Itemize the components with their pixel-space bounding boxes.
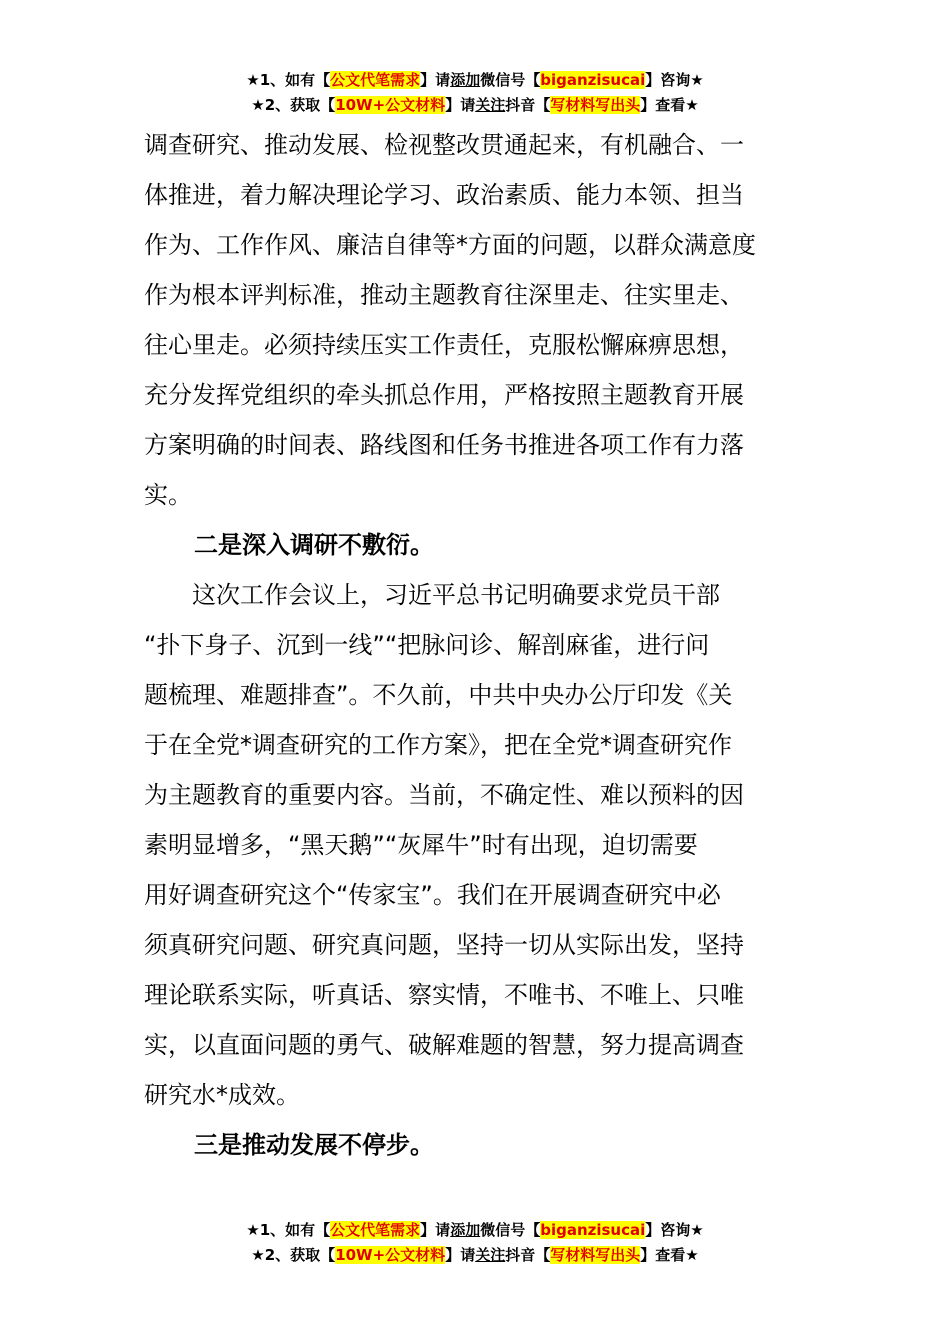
text-line: 这次工作会议上，习近平总书记明确要求党员干部	[144, 581, 720, 609]
banner-highlight-douyin-id: 写材料写出头	[550, 96, 641, 114]
banner-text: 微信号【	[480, 71, 541, 89]
text-line: 题梳理、难题排查”。不久前，中共中央办公厅印发《关	[144, 681, 733, 709]
text-line: 方案明确的时间表、路线图和任务书推进各项工作有力落	[144, 431, 744, 459]
text-line: 用好调查研究这个“传家宝”。我们在开展调查研究中必	[144, 881, 721, 909]
text-line: 实。	[144, 481, 192, 509]
text-line: 往心里走。必须持续压实工作责任，克服松懈麻痹思想，	[144, 331, 744, 359]
banner-text: ★1、如有【	[246, 71, 331, 89]
text-line: “扑下身子、沉到一线”“把脉问诊、解剖麻雀，进行问	[144, 631, 710, 659]
text-line: 于在全党*调查研究的工作方案》，把在全党*调查研究作	[144, 731, 732, 759]
paragraph-1	[144, 120, 804, 520]
banner-highlight-douyin-id: 写材料写出头	[550, 1246, 641, 1264]
section-heading-3	[144, 1120, 804, 1170]
banner-text: 】请	[420, 71, 451, 89]
text-line: 体推进，着力解决理论学习、政治素质、能力本领、担当	[144, 181, 744, 209]
header-banner-line-2	[0, 93, 950, 118]
text-line: 作为、工作作风、廉洁自律等*方面的问题，以群众满意度	[144, 231, 756, 259]
text-line: 为主题教育的重要内容。当前，不确定性、难以预料的因	[144, 781, 744, 809]
banner-text: ★2、获取【	[251, 96, 336, 114]
header-banner-line-1	[0, 68, 950, 93]
banner-underlined-text: 添加	[450, 1221, 481, 1239]
document-body	[144, 120, 804, 1170]
text-line: 作为根本评判标准，推动主题教育往深里走、往实里走、	[144, 281, 744, 309]
footer-banner	[0, 1218, 950, 1268]
text-line: 素明显增多，“黑天鹅”“灰犀牛”时有出现，迫切需要	[144, 831, 698, 859]
banner-highlight: 公文代笔需求	[330, 71, 421, 89]
banner-highlight-wechat-id: biganzisucai	[540, 1221, 646, 1239]
heading-text: 二是深入调研不敷衍。	[194, 531, 434, 559]
footer-banner-line-1	[0, 1218, 950, 1243]
banner-text: ★2、获取【	[251, 1246, 336, 1264]
banner-text: 微信号【	[480, 1221, 541, 1239]
banner-highlight: 公文代笔需求	[330, 1221, 421, 1239]
text-line: 充分发挥党组织的牵头抓总作用，严格按照主题教育开展	[144, 381, 744, 409]
banner-text: ★1、如有【	[246, 1221, 331, 1239]
banner-text: 】咨询★	[645, 1221, 704, 1239]
text-line: 理论联系实际，听真话、察实情，不唯书、不唯上、只唯	[144, 981, 744, 1009]
header-banner	[0, 68, 950, 118]
banner-text: 抖音【	[505, 1246, 551, 1264]
banner-highlight-wechat-id: biganzisucai	[540, 71, 646, 89]
banner-text: 】咨询★	[645, 71, 704, 89]
banner-text: 】查看★	[640, 1246, 699, 1264]
banner-text: 】查看★	[640, 96, 699, 114]
heading-text: 三是推动发展不停步。	[194, 1131, 434, 1159]
banner-text: 抖音【	[505, 96, 551, 114]
banner-underlined-text: 关注	[475, 1246, 506, 1264]
footer-banner-line-2	[0, 1243, 950, 1268]
text-line: 调查研究、推动发展、检视整改贯通起来，有机融合、一	[144, 131, 744, 159]
text-line: 须真研究问题、研究真问题，坚持一切从实际出发，坚持	[144, 931, 744, 959]
banner-text: 】请	[420, 1221, 451, 1239]
paragraph-2	[144, 570, 804, 1120]
banner-underlined-text: 关注	[475, 96, 506, 114]
banner-text: 】请	[445, 96, 476, 114]
text-line: 实，以直面问题的勇气、破解难题的智慧，努力提高调查	[144, 1031, 744, 1059]
text-line: 研究水*成效。	[144, 1081, 300, 1109]
banner-highlight: 10W+公文材料	[335, 1246, 446, 1264]
banner-highlight: 10W+公文材料	[335, 96, 446, 114]
section-heading-2	[144, 520, 804, 570]
banner-underlined-text: 添加	[450, 71, 481, 89]
banner-text: 】请	[445, 1246, 476, 1264]
